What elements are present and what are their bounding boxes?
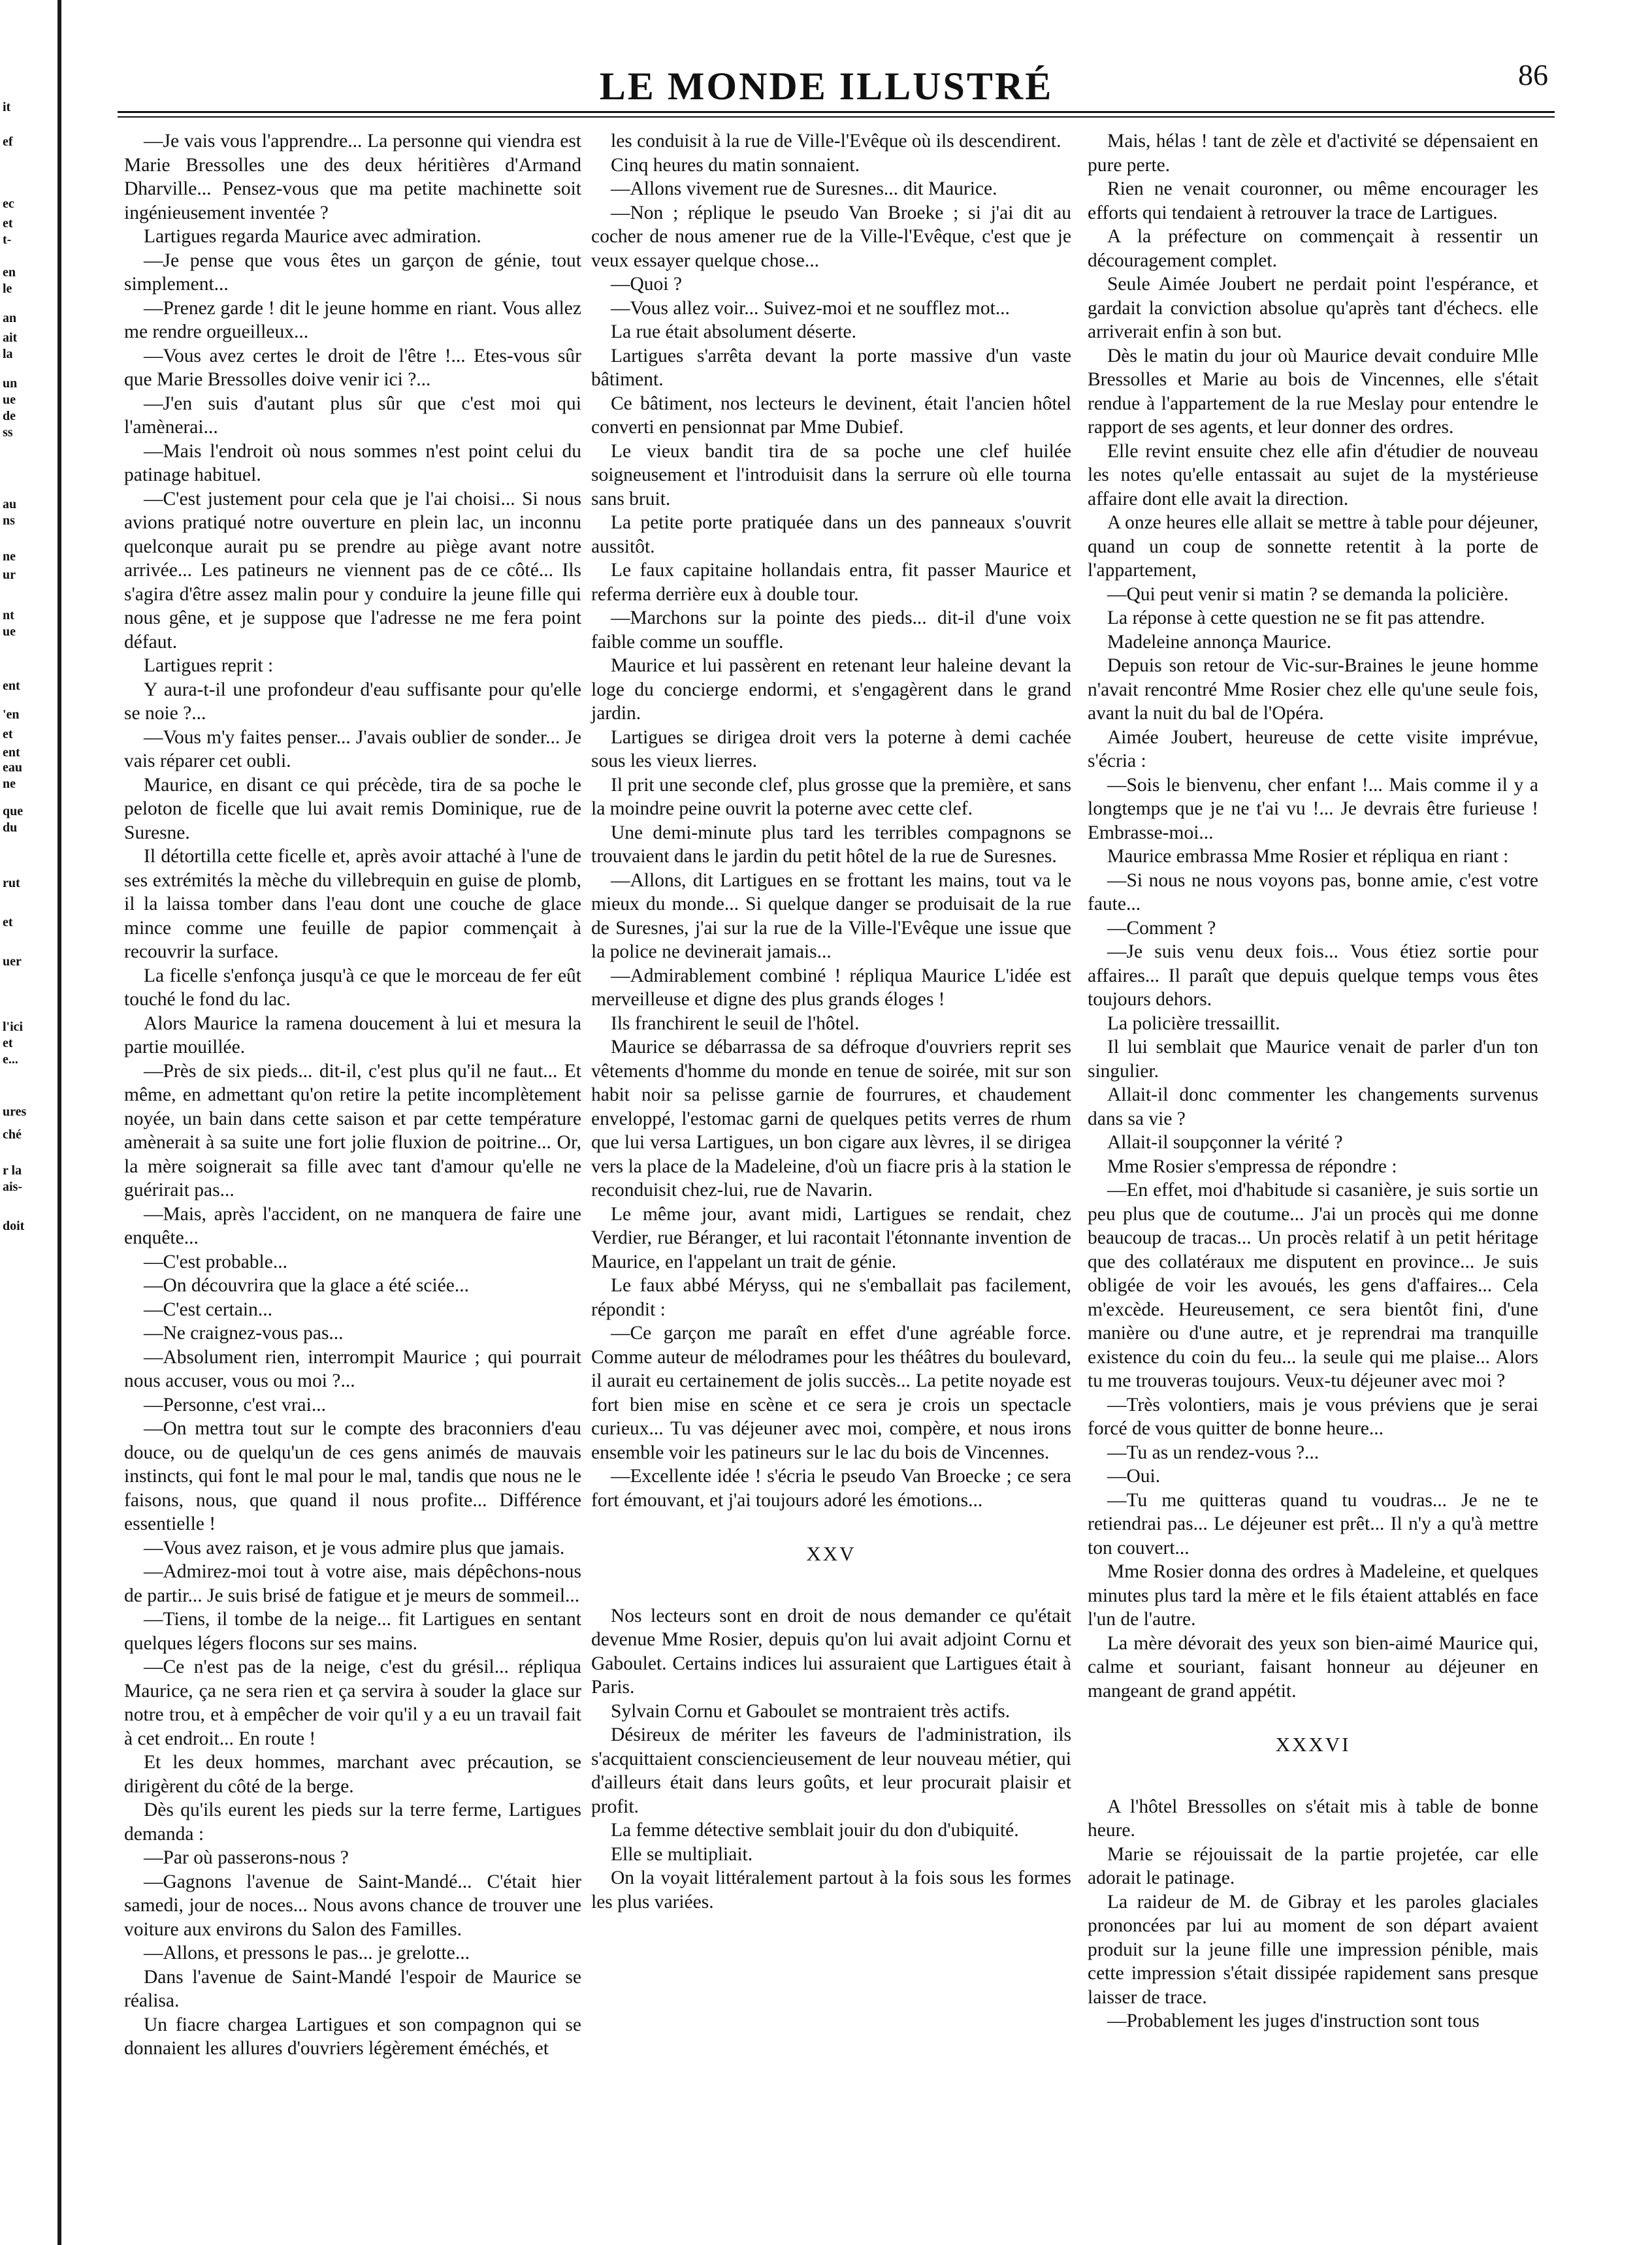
header-rule-thin <box>118 116 1555 118</box>
margin-fragment: ns <box>3 513 15 528</box>
paragraph: —Prenez garde ! dit le jeune homme en riant. Vous allez me rendre orgueilleux... <box>124 297 581 342</box>
paragraph: Le même jour, avant midi, Lartigues se rendait, chez Verdier, rue Béranger, et lui racontait l'étonnante invention de Maurice, en l'appelant un trait de génie. <box>591 1203 1071 1272</box>
margin-fragment: ent <box>3 745 20 760</box>
paragraph: Seule Aimée Joubert ne perdait point l'espérance, et gardait la conviction absolue qu'après tant d'échecs. elle arriverait enfin à son but. <box>1088 274 1538 342</box>
text-column-3 <box>1088 129 1538 2033</box>
margin-fragment: ures <box>3 1105 27 1119</box>
margin-fragment: un <box>3 376 18 391</box>
paragraph: Lartigues s'arrêta devant la porte massive d'un vaste bâtiment. <box>591 345 1071 390</box>
paragraph: —Tiens, il tombe de la neige... fit Lartigues en sentant quelques légers flocons sur ses mains. <box>124 1609 581 1654</box>
header-rule <box>118 111 1555 113</box>
margin-fragment: et <box>3 727 13 741</box>
paragraph: —C'est probable... <box>144 1251 287 1272</box>
paragraph: La raideur de M. de Gibray et les paroles glaciales prononcées par lui au moment de son départ avaient produit sur la jeune fille une impression pénible, mais cette impression s'était dissipée rapidement sans presque laisser de trace. <box>1088 1891 1538 2008</box>
paragraph: Elle revint ensuite chez elle afin d'étudier de nouveau les notes qu'elle entassait au sujet de la mystérieuse affaire dont elle avait la direction. <box>1088 440 1538 509</box>
paragraph: —Ne craignez-vous pas... <box>144 1323 344 1344</box>
paragraph: Maurice et lui passèrent en retenant leur haleine devant la loge du concierge endormi, et s'engagèrent dans le grand jardin. <box>591 655 1071 724</box>
paragraph: —Allons, dit Lartigues en se frottant les mains, tout va le mieux du monde... Si quelque danger se produisait de la rue de Suresnes, j'ai sur la rue de la Ville-l'Evêque une issue que la police ne devinerait jamais... <box>591 869 1071 962</box>
margin-fragment: l'ici <box>3 1020 24 1034</box>
paragraph: Ils franchirent le seuil de l'hôtel. <box>611 1012 860 1034</box>
paragraph: Nos lecteurs sont en droit de nous demander ce qu'était devenue Mme Rosier, depuis qu'on lui avait adjoint Cornu et Gaboulet. Certains indices lui assuraient que Lartigues était à Paris. <box>591 1605 1071 1698</box>
margin-fragment: ue <box>3 624 16 639</box>
paragraph: La ficelle s'enfonça jusqu'à ce que le morceau de fer eût touché le fond du lac. <box>124 965 581 1010</box>
paragraph: —Comment ? <box>1107 917 1216 939</box>
margin-fragment: et <box>3 216 13 231</box>
paragraph: —Je suis venu deux fois... Vous étiez sortie pour affaires... Il paraît que depuis quelque temps vous êtes toujours dehors. <box>1088 941 1538 1010</box>
paragraph: —Allons, et pressons le pas... je grelotte... <box>144 1943 470 1963</box>
scan-binding-edge <box>57 0 61 2245</box>
paragraph: —Sois le bienvenu, cher enfant !... Mais comme il y a longtemps que je ne t'ai vu !... Je devrais être furieuse ! Embrasse-moi... <box>1088 774 1538 843</box>
margin-fragment: ait <box>3 331 18 345</box>
paragraph: —Vous avez raison, et je vous admire plus que jamais. <box>144 1537 565 1559</box>
margin-fragment: ur <box>3 568 16 582</box>
paragraph: —Je pense que vous êtes un garçon de génie, tout simplement... <box>124 250 581 295</box>
paragraph: Maurice se débarrassa de sa défroque d'ouvriers reprit ses vêtements d'homme du monde en tenue de soirée, mit sur son habit noir sa pelisse garnie de fourrures, et chaudement enveloppé, l'estomac garni de quelques petits verres de rhum que lui versa Lartigues, un bon cigare aux lèvres, il se dirigea vers la place de la Madeleine, d'où un fiacre pris à la station le reconduisit chez-lui, rue de Navarin. <box>591 1037 1071 1201</box>
paragraph: Mme Rosier donna des ordres à Madeleine, et quelques minutes plus tard la mère et le fils étaient attablés en face l'un de l'autre. <box>1088 1561 1538 1630</box>
paragraph: —Marchons sur la pointe des pieds... dit-il d'une voix faible comme un souffle. <box>591 607 1071 653</box>
margin-fragment: de <box>3 409 16 423</box>
paragraph: Et les deux hommes, marchant avec précaution, se dirigèrent du côté de la berge. <box>124 1752 581 1797</box>
paragraph: —On découvrira que la glace a été sciée... <box>144 1275 469 1296</box>
paragraph: Rien ne venait couronner, ou même encourager les efforts qui tendaient à retrouver la trace de Lartigues. <box>1088 178 1538 223</box>
margin-fragment: en <box>3 265 16 280</box>
margin-fragment: ché <box>3 1127 22 1142</box>
margin-fragment: que <box>3 804 24 818</box>
paragraph: Il prit une seconde clef, plus grosse que la première, et sans la moindre peine ouvrit la poterne avec cette clef. <box>591 774 1071 819</box>
margin-fragment: ue <box>3 393 16 407</box>
paragraph: La policière tressaillit. <box>1107 1012 1280 1034</box>
paragraph: Alors Maurice la ramena doucement à lui et mesura la partie mouillée. <box>124 1012 581 1058</box>
paragraph: Lartigues se dirigea droit vers la poterne à demi cachée sous les vieux lierres. <box>591 726 1071 771</box>
paragraph: —Mais l'endroit où nous sommes n'est point celui du patinage habituel. <box>124 440 581 485</box>
margin-fragment: t- <box>3 233 12 247</box>
paragraph: La mère dévorait des yeux son bien-aimé Maurice qui, calme et souriant, faisant honneur au déjeuner en mangeant de grand appétit. <box>1088 1632 1538 1702</box>
paragraph: On la voyait littéralement partout à la fois sous les formes les plus variées. <box>591 1867 1071 1913</box>
paragraph: —Si nous ne nous voyons pas, bonne amie, c'est votre faute... <box>1088 869 1538 914</box>
paragraph: La femme détective semblait jouir du don d'ubiquité. <box>611 1820 1019 1841</box>
paragraph: les conduisit à la rue de Ville-l'Evêque où ils descendirent. <box>611 131 1061 152</box>
margin-fragment: du <box>3 820 18 835</box>
paragraph: —Ce n'est pas de la neige, c'est du grésil... répliqua Maurice, ça ne sera rien et ça servira à souder la glace sur notre trou, et à empêcher de voir qu'il y a eu un travail fait à cet endroit... En route ! <box>124 1656 581 1749</box>
paragraph: Lartigues regarda Maurice avec admiration. <box>144 226 481 247</box>
margin-fragment: ent <box>3 679 20 693</box>
page-number: 86 <box>1518 58 1548 91</box>
margin-fragment: et <box>3 915 13 929</box>
margin-fragment: an <box>3 311 17 325</box>
paragraph: Maurice embrassa Mme Rosier et répliqua en riant : <box>1107 846 1509 867</box>
paragraph: Une demi-minute plus tard les terribles compagnons se trouvaient dans le jardin du petit hôtel de la rue de Suresnes. <box>591 822 1071 867</box>
margin-fragment: ne <box>3 549 16 564</box>
paragraph: —Ce garçon me paraît en effet d'une agréable force. Comme auteur de mélodrames pour les théâtres du boulevard, il aurait eu certainement de jolis succès... La petite noyade est fort bien mise en scène et ce sera je crois un spectacle curieux... Tu vas déjeuner avec moi, compère, et nous irons ensemble voir les patineurs sur le lac du bois de Vincennes. <box>591 1323 1071 1463</box>
paragraph: Maurice, en disant ce qui précède, tira de sa poche le peloton de ficelle que lui avait remis Dominique, rue de Suresne. <box>124 774 581 843</box>
paragraph: —Vous m'y faites penser... J'avais oublier de sonder... Je vais réparer cet oubli. <box>124 726 581 771</box>
paragraph: Mais, hélas ! tant de zèle et d'activité se dépensaient en pure perte. <box>1088 131 1538 176</box>
margin-fragment: e... <box>3 1052 18 1067</box>
paragraph: Dès qu'ils eurent les pieds sur la terre ferme, Lartigues demanda : <box>124 1800 581 1845</box>
margin-fragment: la <box>3 347 13 361</box>
chapter-heading: XXV <box>806 1542 856 1565</box>
margin-fragment: au <box>3 497 17 511</box>
paragraph: Mme Rosier s'empressa de répondre : <box>1107 1155 1397 1177</box>
paragraph: —Par où passerons-nous ? <box>144 1847 349 1868</box>
margin-fragment: r la <box>3 1163 22 1178</box>
paragraph: —Tu as un rendez-vous ?... <box>1107 1442 1320 1463</box>
paragraph: Marie se réjouissait de la partie projetée, car elle adorait le patinage. <box>1088 1843 1538 1888</box>
paragraph: —Probablement les juges d'instruction sont tous <box>1107 2011 1480 2031</box>
paragraph: —Admirez-moi tout à votre aise, mais dépêchons-nous de partir... Je suis brisé de fatigue et je meurs de sommeil... <box>124 1561 581 1606</box>
text-column-1 <box>124 129 581 2061</box>
margin-fragment: rut <box>3 876 20 890</box>
paragraph: —Près de six pieds... dit-il, c'est plus qu'il ne faut... Et même, en admettant qu'on retire la petite incomplètement noyée, un bain dans cette saison et par cette température amènerait à sa suite une fort jolie fluxion de poitrine... Or, la mère soignerait sa fille avec tant d'amour qu'elle ne guérirait pas... <box>124 1060 581 1201</box>
paragraph: Dès le matin du jour où Maurice devait conduire Mlle Bressolles et Marie au bois de Vincennes, elle s'était rendue à l'appartement de la rue Meslay pour entendre le rapport de ses agents, et leur donner des ordres. <box>1088 345 1538 438</box>
masthead <box>98 57 1555 110</box>
margin-fragment: eau <box>3 760 22 775</box>
newspaper-title: LE MONDE ILLUSTRÉ <box>599 65 1054 108</box>
paragraph: —Vous avez certes le droit de l'être !... Etes-vous sûr que Marie Bressolles doive venir ici ?... <box>124 345 581 390</box>
margin-fragment: ss <box>3 425 13 440</box>
paragraph: —En effet, moi d'habitude si casanière, je suis sortie un peu plus que de coutume... J'ai un procès qui me donne beaucoup de tracas... Un procès relatif à un petit héritage que des collatéraux me disputent en province... Je suis obligée de voir les avoués, les gens d'affaires... Cela m'excède. Heureusement, ce sera bientôt fini, d'une manière ou d'une autre, et je reprendrai ma tranquille existence du coin du feu... la seule qui me plaise... Alors tu me trouveras toujours. Veux-tu déjeuner avec moi ? <box>1088 1180 1538 1391</box>
paragraph: Le vieux bandit tira de sa poche une clef huilée soigneusement et l'introduisit dans la serrure où elle tourna sans bruit. <box>591 440 1071 509</box>
paragraph: Depuis son retour de Vic-sur-Braines le jeune homme n'avait rencontré Mme Rosier chez elle qu'une seule fois, avant la nuit du bal de l'Opéra. <box>1088 655 1538 724</box>
paragraph: Y aura-t-il une profondeur d'eau suffisante pour qu'elle se noie ?... <box>124 679 581 724</box>
paragraph: —Excellente idée ! s'écria le pseudo Van Broecke ; ce sera fort émouvant, et j'ai toujours adoré les émotions... <box>591 1466 1071 1511</box>
paragraph: La petite porte pratiquée dans un des panneaux s'ouvrit aussitôt. <box>591 512 1071 557</box>
paragraph: —Admirablement combiné ! répliqua Maurice L'idée est merveilleuse et digne des plus grands éloges ! <box>591 965 1071 1010</box>
paragraph: —Quoi ? <box>611 274 682 295</box>
margin-fragment: 'en <box>3 707 20 722</box>
paragraph: Il détortilla cette ficelle et, après avoir attaché à l'une de ses extrémités la mèche du villebrequin en guise de plomb, il la laissa tomber dans l'eau dont une couche de glace mince comme une feuille de papior commençait à recouvrir la surface. <box>124 846 581 962</box>
paragraph: La rue était absolument déserte. <box>611 321 856 342</box>
margin-fragment: it <box>3 100 11 114</box>
paragraph: —J'en suis d'autant plus sûr que c'est moi qui l'amènerai... <box>124 393 581 438</box>
paragraph: La réponse à cette question ne se fit pas attendre. <box>1107 607 1485 628</box>
paragraph: A l'hôtel Bressolles on s'était mis à table de bonne heure. <box>1088 1796 1538 1841</box>
chapter-heading: XXXVI <box>1275 1733 1351 1756</box>
paragraph: —Allons vivement rue de Suresnes... dit Maurice. <box>611 178 997 199</box>
paragraph: Aimée Joubert, heureuse de cette visite imprévue, s'écria : <box>1088 726 1538 771</box>
paragraph: Dans l'avenue de Saint-Mandé l'espoir de Maurice se réalisa. <box>124 1966 581 2011</box>
margin-fragment: nt <box>3 608 14 622</box>
paragraph: Ce bâtiment, nos lecteurs le devinent, était l'ancien hôtel converti en pensionnat par Mme Dubief. <box>591 393 1071 438</box>
paragraph: Le faux capitaine hollandais entra, fit passer Maurice et referma derrière eux à double tour. <box>591 560 1071 605</box>
margin-fragment: et <box>3 1036 13 1050</box>
paragraph: Madeleine annonça Maurice. <box>1107 631 1332 653</box>
paragraph: Allait-il donc commenter les changements survenus dans sa vie ? <box>1088 1084 1538 1129</box>
paragraph: Il lui semblait que Maurice venait de parler d'un ton singulier. <box>1088 1037 1538 1082</box>
margin-fragment: le <box>3 282 12 296</box>
paragraph: Désireux de mériter les faveurs de l'administration, ils s'acquittaient consciencieusement de leur nouveau métier, qui d'ailleurs était dans leurs goûts, et leur procurait plaisir et profit. <box>591 1724 1071 1817</box>
paragraph: —Mais, après l'accident, on ne manquera de faire une enquête... <box>124 1203 581 1248</box>
margin-fragment: ne <box>3 777 16 791</box>
paragraph: —Non ; réplique le pseudo Van Broeke ; si j'ai dit au cocher de nous amener rue de la Ville-l'Evêque, c'est que je veux essayer quelque chose... <box>591 202 1071 271</box>
paragraph: —Tu me quitteras quand tu voudras... Je ne te retiendrai pas... Le déjeuner est prêt... Il n'y a qu'à mettre ton couvert... <box>1088 1489 1538 1559</box>
paragraph: —Personne, c'est vrai... <box>144 1394 326 1415</box>
paragraph: Elle se multipliait. <box>611 1843 753 1865</box>
paragraph: —C'est certain... <box>144 1299 273 1320</box>
paragraph: Allait-il soupçonner la vérité ? <box>1107 1132 1343 1153</box>
paragraph: —Oui. <box>1107 1466 1161 1487</box>
paragraph: Sylvain Cornu et Gaboulet se montraient très actifs. <box>611 1700 1011 1722</box>
paragraph: —Vous allez voir... Suivez-moi et ne soufflez mot... <box>611 297 1010 319</box>
paragraph: —Très volontiers, mais je vous préviens que je serai forcé de vous quitter de bonne heure... <box>1088 1394 1538 1439</box>
paragraph: A onze heures elle allait se mettre à table pour déjeuner, quand un coup de sonnette retentit à la porte de l'appartement, <box>1088 512 1538 581</box>
text-column-2 <box>591 129 1071 1914</box>
margin-fragment: uer <box>3 954 22 969</box>
paragraph: A la préfecture on commençait à ressentir un découragement complet. <box>1088 226 1538 271</box>
paragraph: Lartigues reprit : <box>144 655 274 676</box>
margin-fragment: ec <box>3 197 14 211</box>
paragraph: —C'est justement pour cela que je l'ai choisi... Si nous avions pratiqué notre ouverture en plein lac, un inconnu quelconque aurait pu se prendre au piège avant notre arrivée... Les patineurs ne viennent pas de ce côté... Ils s'agira d'être assez malin pour y conduire la jeune fille qui nous gêne, et je suppose que l'adresse ne me fera point défaut. <box>124 488 581 653</box>
paragraph: —Qui peut venir si matin ? se demanda la policière. <box>1107 583 1509 605</box>
paragraph: —Je vais vous l'apprendre... La personne qui viendra est Marie Bressolles une des deux héritières d'Armand Dharville... Pensez-vous que ma petite machinette soit ingénieusement inventée ? <box>124 131 581 223</box>
paragraph: Cinq heures du matin sonnaient. <box>611 154 860 176</box>
paragraph: —Gagnons l'avenue de Saint-Mandé... C'était hier samedi, jour de noces... Nous avons chance de trouver une voiture aux environs du Salon des Familles. <box>124 1871 581 1940</box>
margin-fragment: doit <box>3 1219 25 1233</box>
paragraph: —On mettra tout sur le compte des braconniers d'eau douce, ou de quelqu'un de ces gens animés de mauvais instincts, qui font le mal pour le mal, tandis que nous ne le faisons, nous, que quand il nous profite... Différence essentielle ! <box>124 1418 581 1534</box>
margin-fragment: ef <box>3 135 13 149</box>
margin-fragment: ais- <box>3 1180 22 1194</box>
paragraph: —Absolument rien, interrompit Maurice ; qui pourrait nous accuser, vous ou moi ?... <box>124 1346 581 1391</box>
paragraph: Un fiacre chargea Lartigues et son compagnon qui se donnaient les allures d'ouvriers légèrement éméchés, et <box>124 2014 581 2059</box>
paragraph: Le faux abbé Méryss, qui ne s'emballait pas facilement, répondit : <box>591 1275 1071 1320</box>
